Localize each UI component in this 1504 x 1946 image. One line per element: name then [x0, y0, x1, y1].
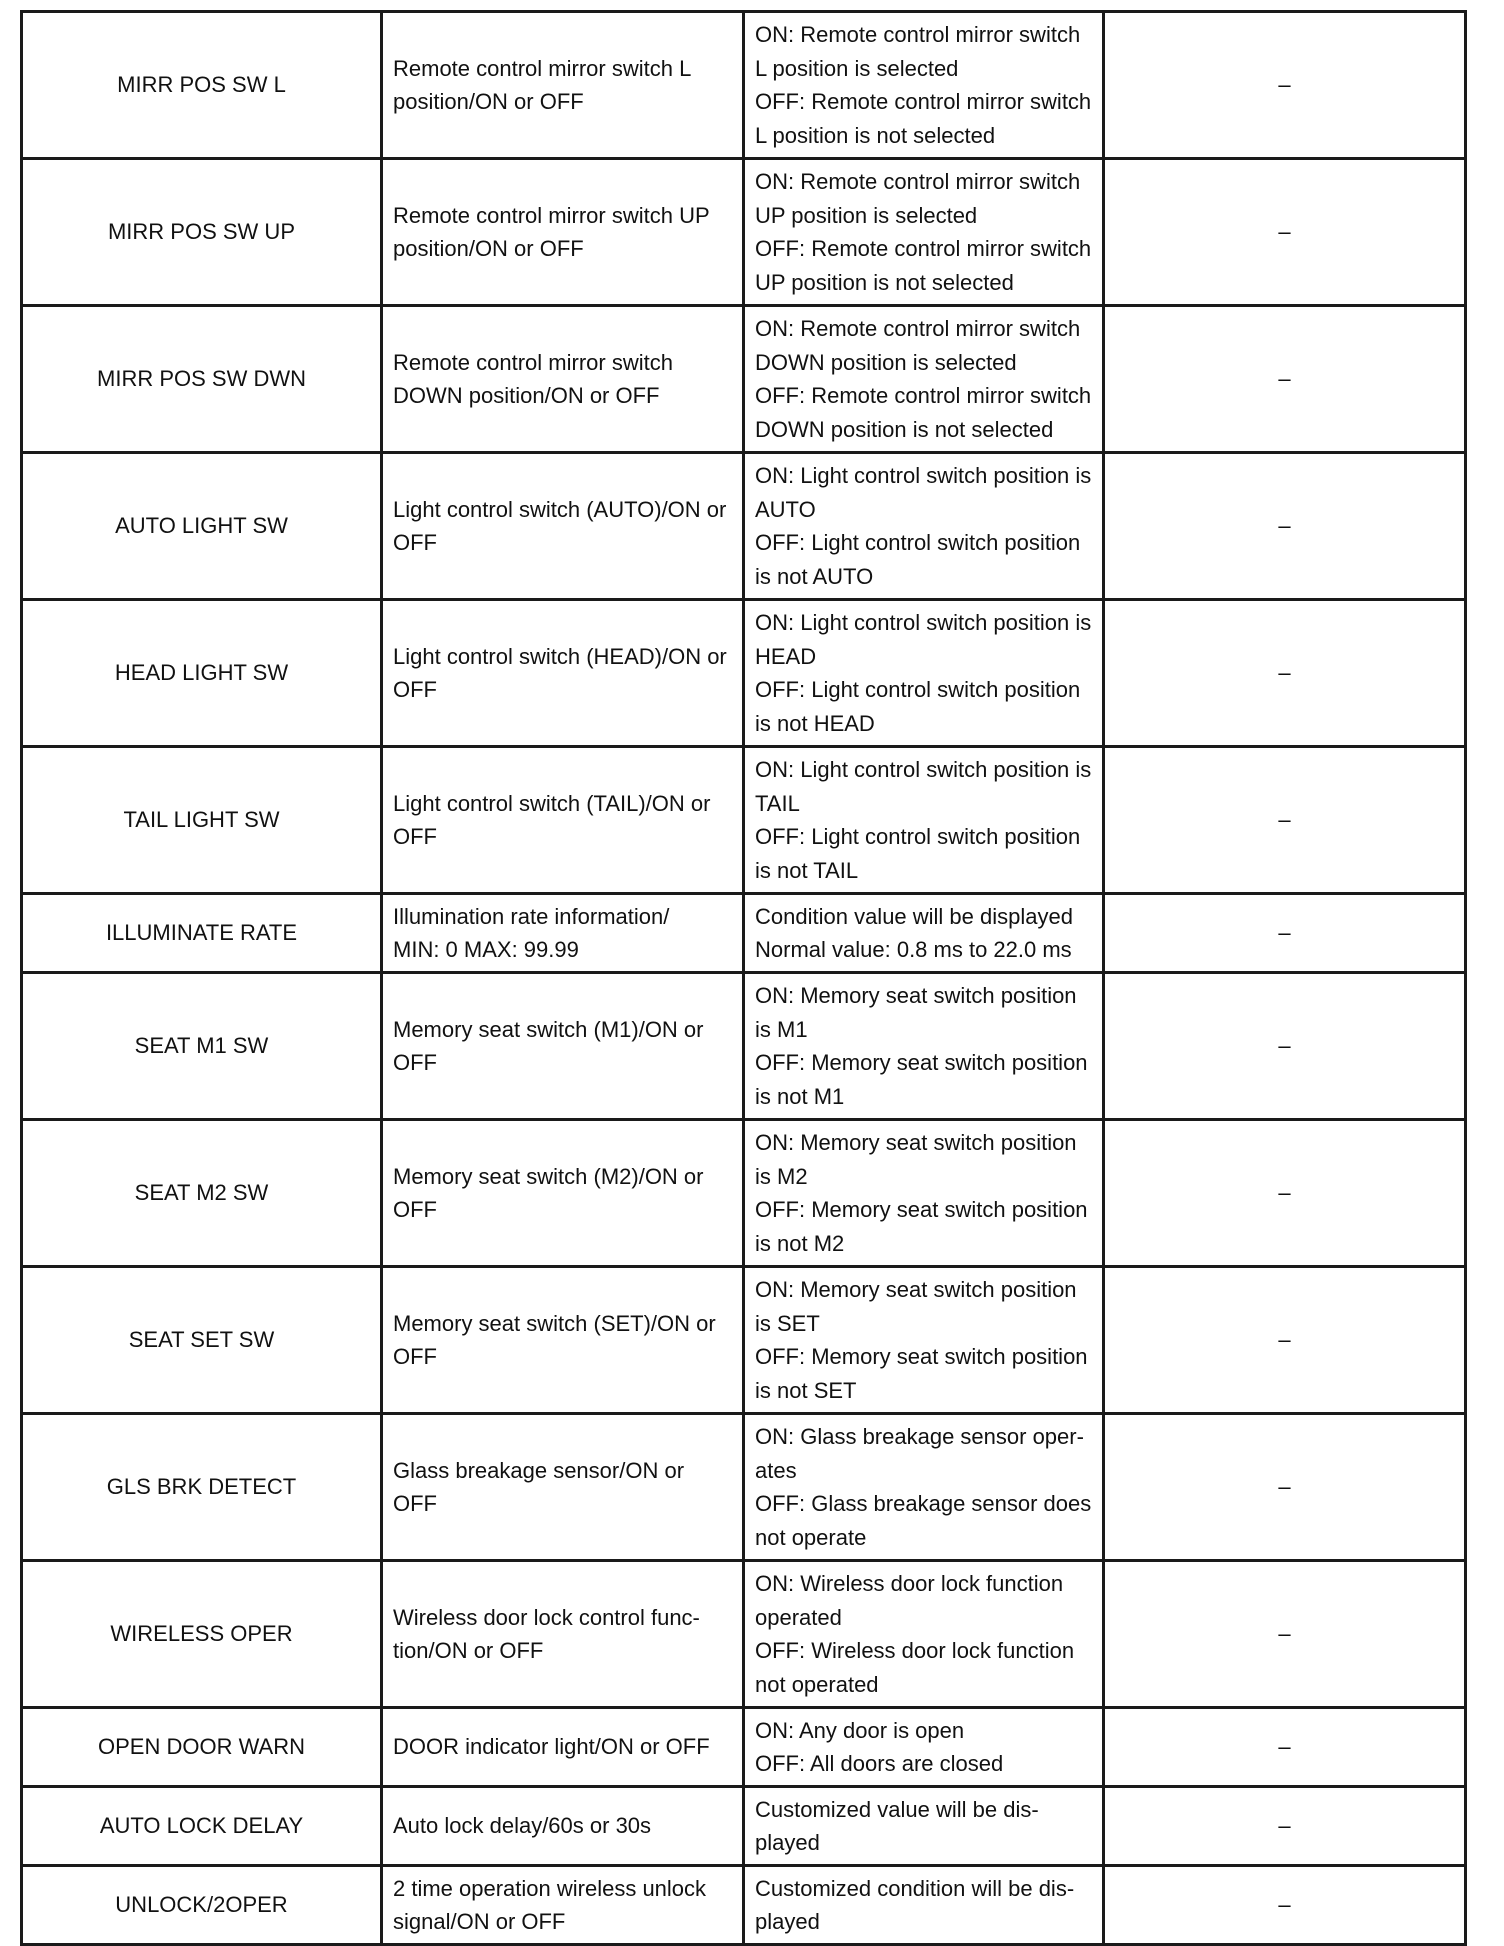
table-row [22, 1561, 1466, 1708]
table-row [22, 306, 1466, 453]
measurement-item-cell: Memory seat switch (SET)/ON or OFF [382, 1267, 744, 1414]
tester-display-cell: SEAT SET SW [22, 1267, 382, 1414]
tester-display-cell: SEAT M2 SW [22, 1120, 382, 1267]
normal-condition-cell: ON: Remote control mirror switch UP position is selected OFF: Remote control mirror switch UP position is not selected [744, 159, 1104, 306]
tester-display-cell: MIRR POS SW DWN [22, 306, 382, 453]
diagnostic-note-cell: – [1104, 1708, 1466, 1787]
diagnostic-note-cell: – [1104, 159, 1466, 306]
measurement-item-cell: Wireless door lock control func-tion/ON or OFF [382, 1561, 744, 1708]
tester-display-cell: MIRR POS SW UP [22, 159, 382, 306]
normal-condition-cell: ON: Remote control mirror switch L position is selected OFF: Remote control mirror switch L position is not selected [744, 12, 1104, 159]
normal-condition-cell: Condition value will be displayed Normal value: 0.8 ms to 22.0 ms [744, 894, 1104, 973]
tester-display-cell: ILLUMINATE RATE [22, 894, 382, 973]
diagnostic-note-cell: – [1104, 1561, 1466, 1708]
normal-condition-cell: ON: Light control switch position is AUTO OFF: Light control switch position is not AUTO [744, 453, 1104, 600]
normal-condition-cell: ON: Wireless door lock function operated OFF: Wireless door lock function not operated [744, 1561, 1104, 1708]
table-row [22, 1414, 1466, 1561]
diagnostic-note-cell: – [1104, 894, 1466, 973]
normal-condition-cell: ON: Memory seat switch position is M2 OFF: Memory seat switch position is not M2 [744, 1120, 1104, 1267]
measurement-item-cell: Illumination rate information/ MIN: 0 MAX: 99.99 [382, 894, 744, 973]
diagnostic-note-cell: – [1104, 747, 1466, 894]
normal-condition-cell: ON: Glass breakage sensor oper-ates OFF: Glass breakage sensor does not operate [744, 1414, 1104, 1561]
measurement-item-cell: Light control switch (AUTO)/ON or OFF [382, 453, 744, 600]
table-row [22, 1708, 1466, 1787]
normal-condition-cell: ON: Memory seat switch position is SET OFF: Memory seat switch position is not SET [744, 1267, 1104, 1414]
normal-condition-cell: Customized condition will be dis-played [744, 1866, 1104, 1945]
measurement-item-cell: Remote control mirror switch L position/ON or OFF [382, 12, 744, 159]
diagnostic-note-cell: – [1104, 973, 1466, 1120]
diagnostic-note-cell: – [1104, 1267, 1466, 1414]
data-list-table [20, 10, 1467, 1946]
data-list-table-wrapper [20, 10, 1464, 1946]
normal-condition-cell: ON: Remote control mirror switch DOWN position is selected OFF: Remote control mirror switch DOWN position is not selected [744, 306, 1104, 453]
table-row [22, 453, 1466, 600]
table-row [22, 973, 1466, 1120]
diagnostic-note-cell: – [1104, 1414, 1466, 1561]
table-row [22, 1866, 1466, 1945]
normal-condition-cell: ON: Light control switch position is TAIL OFF: Light control switch position is not TAIL [744, 747, 1104, 894]
measurement-item-cell: Auto lock delay/60s or 30s [382, 1787, 744, 1866]
table-row [22, 600, 1466, 747]
table-row [22, 1787, 1466, 1866]
measurement-item-cell: Glass breakage sensor/ON or OFF [382, 1414, 744, 1561]
normal-condition-cell: ON: Any door is open OFF: All doors are closed [744, 1708, 1104, 1787]
measurement-item-cell: 2 time operation wireless unlock signal/ON or OFF [382, 1866, 744, 1945]
measurement-item-cell: Memory seat switch (M2)/ON or OFF [382, 1120, 744, 1267]
diagnostic-note-cell: – [1104, 1866, 1466, 1945]
tester-display-cell: TAIL LIGHT SW [22, 747, 382, 894]
measurement-item-cell: Memory seat switch (M1)/ON or OFF [382, 973, 744, 1120]
tester-display-cell: GLS BRK DETECT [22, 1414, 382, 1561]
table-row [22, 1267, 1466, 1414]
normal-condition-cell: ON: Memory seat switch position is M1 OFF: Memory seat switch position is not M1 [744, 973, 1104, 1120]
tester-display-cell: UNLOCK/2OPER [22, 1866, 382, 1945]
tester-display-cell: WIRELESS OPER [22, 1561, 382, 1708]
table-row [22, 894, 1466, 973]
tester-display-cell: OPEN DOOR WARN [22, 1708, 382, 1787]
normal-condition-cell: Customized value will be dis-played [744, 1787, 1104, 1866]
tester-display-cell: MIRR POS SW L [22, 12, 382, 159]
measurement-item-cell: DOOR indicator light/ON or OFF [382, 1708, 744, 1787]
diagnostic-note-cell: – [1104, 12, 1466, 159]
measurement-item-cell: Remote control mirror switch UP position/ON or OFF [382, 159, 744, 306]
diagnostic-note-cell: – [1104, 1120, 1466, 1267]
measurement-item-cell: Remote control mirror switch DOWN position/ON or OFF [382, 306, 744, 453]
tester-display-cell: SEAT M1 SW [22, 973, 382, 1120]
table-row [22, 159, 1466, 306]
diagnostic-note-cell: – [1104, 1787, 1466, 1866]
tester-display-cell: AUTO LOCK DELAY [22, 1787, 382, 1866]
diagnostic-note-cell: – [1104, 600, 1466, 747]
diagnostic-note-cell: – [1104, 453, 1466, 600]
measurement-item-cell: Light control switch (HEAD)/ON or OFF [382, 600, 744, 747]
diagnostic-note-cell: – [1104, 306, 1466, 453]
table-row [22, 747, 1466, 894]
tester-display-cell: AUTO LIGHT SW [22, 453, 382, 600]
normal-condition-cell: ON: Light control switch position is HEAD OFF: Light control switch position is not HEAD [744, 600, 1104, 747]
measurement-item-cell: Light control switch (TAIL)/ON or OFF [382, 747, 744, 894]
tester-display-cell: HEAD LIGHT SW [22, 600, 382, 747]
table-row [22, 12, 1466, 159]
table-row [22, 1120, 1466, 1267]
